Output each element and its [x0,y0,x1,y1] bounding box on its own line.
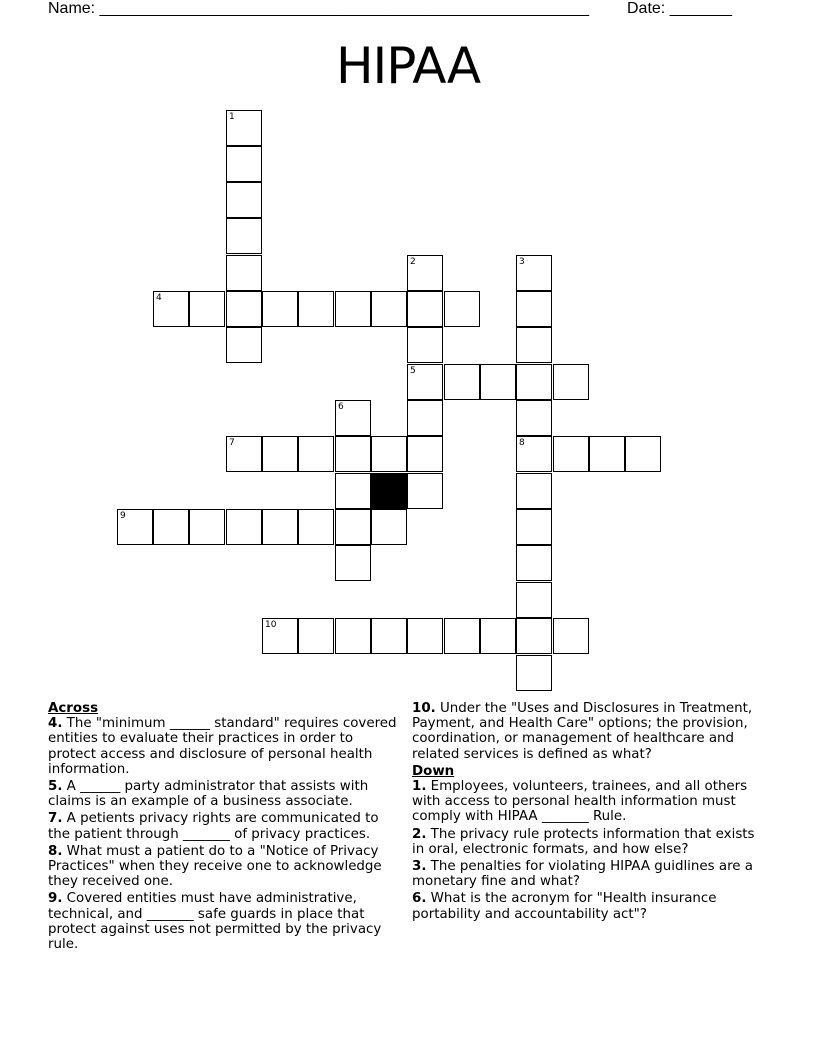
grid-cell[interactable] [298,618,334,654]
clue-text: The privacy rule protects information that exists in oral, electronic formats, and how else? [412,826,755,857]
grid-cell[interactable] [516,255,552,291]
clue-number: 5. [48,779,63,795]
clues-right-column [412,701,764,924]
grid-cell[interactable] [335,436,371,472]
clue-down-3 [412,859,764,889]
grid-cell[interactable] [335,509,371,545]
clue-down-2 [412,827,764,857]
grid-cell[interactable] [553,364,589,400]
grid-cell[interactable] [335,400,371,436]
grid-cell[interactable] [480,364,516,400]
clue-text: The penalties for violating HIPAA guidlines are a monetary fine and what? [412,859,753,890]
clue-across-7 [48,811,400,841]
grid-cell[interactable] [262,436,298,472]
grid-cell[interactable] [516,473,552,509]
clue-number-label: 10 [265,620,277,630]
grid-cell[interactable] [407,291,443,327]
grid-cell[interactable] [553,618,589,654]
grid-cell[interactable] [262,509,298,545]
grid-cell[interactable] [553,436,589,472]
grid-cell[interactable] [407,436,443,472]
grid-cell[interactable] [516,545,552,581]
grid-cell[interactable] [335,291,371,327]
grid-cell[interactable] [516,291,552,327]
clue-down-6 [412,891,764,921]
grid-cell[interactable] [407,473,443,509]
grid-cell[interactable] [153,509,189,545]
grid-cell[interactable] [407,618,443,654]
grid-cell[interactable] [371,618,407,654]
clue-number: 1. [412,779,427,795]
clue-number-label: 7 [229,438,235,448]
grid-cell[interactable] [226,146,262,182]
clue-across-10 [412,701,764,762]
grid-cell[interactable] [371,436,407,472]
clue-text: What is the acronym for "Health insurance portability and accountability act"? [412,891,717,922]
grid-cell[interactable] [516,509,552,545]
clue-down-1 [412,779,764,825]
grid-cell[interactable] [298,509,334,545]
clue-number-label: 4 [156,293,162,303]
clue-number-label: 9 [120,511,126,521]
clue-text: A petients privacy rights are communicated to the patient through _______ of privacy practices. [48,811,379,842]
grid-cell[interactable] [516,618,552,654]
grid-cell[interactable] [480,618,516,654]
clue-text: The "minimum ______ standard" requires covered entities to evaluate their practices in order to protect access and disclosure of personal health information. [48,716,397,777]
grid-cell[interactable] [516,400,552,436]
clue-number: 8. [48,843,63,859]
clue-number: 9. [48,891,63,907]
clue-number: 4. [48,716,63,732]
grid-cell[interactable] [298,291,334,327]
grid-cell[interactable] [516,582,552,618]
down-heading: Down [412,763,455,779]
grid-cell[interactable] [226,110,262,146]
grid-cell[interactable] [335,473,371,509]
clue-text: Covered entities must have administrative, technical, and _______ safe guards in place that protect against uses not permitted by the privacy rule. [48,891,382,953]
across-heading: Across [48,701,99,716]
grid-cell[interactable] [407,364,443,400]
clue-across-5 [48,779,400,809]
grid-cell[interactable] [226,291,262,327]
grid-cell[interactable] [407,400,443,436]
grid-cell[interactable] [226,509,262,545]
clues-left-column [48,701,400,954]
grid-cell[interactable] [407,327,443,363]
grid-cell[interactable] [335,618,371,654]
clue-number-label: 3 [519,257,525,267]
grid-cell[interactable] [117,509,153,545]
grid-cell[interactable] [516,327,552,363]
grid-cell[interactable] [444,618,480,654]
clue-across-4 [48,716,400,777]
grid-cell[interactable] [335,545,371,581]
grid-cell[interactable] [189,291,225,327]
clue-number: 10. [412,701,436,716]
grid-cell[interactable] [153,291,189,327]
clue-number-label: 8 [519,438,525,448]
grid-cell[interactable] [189,509,225,545]
clue-number-label: 6 [338,402,344,412]
grid-cell[interactable] [444,364,480,400]
name-field[interactable]: Name: _______________________________________________________ [48,0,589,17]
grid-cell[interactable] [516,436,552,472]
grid-cell[interactable] [371,509,407,545]
clue-text: Under the "Uses and Disclosures in Treatment, Payment, and Health Care" options; the provision, coordination, or management of healthcare and related services is defined as what? [412,701,753,762]
grid-cell[interactable] [407,255,443,291]
grid-cell[interactable] [262,291,298,327]
grid-cell[interactable] [444,291,480,327]
clue-number-label: 1 [229,112,235,122]
grid-cell[interactable] [371,291,407,327]
clue-number: 2. [412,826,427,842]
clue-across-8 [48,844,400,890]
grid-cell[interactable] [226,218,262,254]
grid-cell[interactable] [226,436,262,472]
clue-number: 6. [412,891,427,907]
grid-cell[interactable] [516,364,552,400]
grid-cell[interactable] [226,255,262,291]
clue-text: What must a patient do to a "Notice of Privacy Practices" when they receive one to acknowledge they received one. [48,843,382,890]
grid-cell[interactable] [516,655,552,691]
grid-cell[interactable] [262,618,298,654]
clue-number: 3. [412,859,427,875]
clue-number-label: 5 [410,366,416,376]
black-cell [371,473,407,509]
grid-cell[interactable] [625,436,661,472]
clue-number: 7. [48,811,63,827]
clue-text: Employees, volunteers, trainees, and all others with access to personal health information must comply with HIPAA _______ Rule. [412,779,748,825]
date-field[interactable]: Date: _______ [627,0,732,17]
grid-cell[interactable] [226,327,262,363]
grid-cell[interactable] [298,436,334,472]
grid-cell[interactable] [589,436,625,472]
grid-cell[interactable] [226,182,262,218]
clue-across-9 [48,891,400,952]
clue-text: A ______ party administrator that assists with claims is an example of a business associate. [48,779,369,810]
page-title: HIPAA [335,37,481,95]
clue-number-label: 2 [410,257,416,267]
